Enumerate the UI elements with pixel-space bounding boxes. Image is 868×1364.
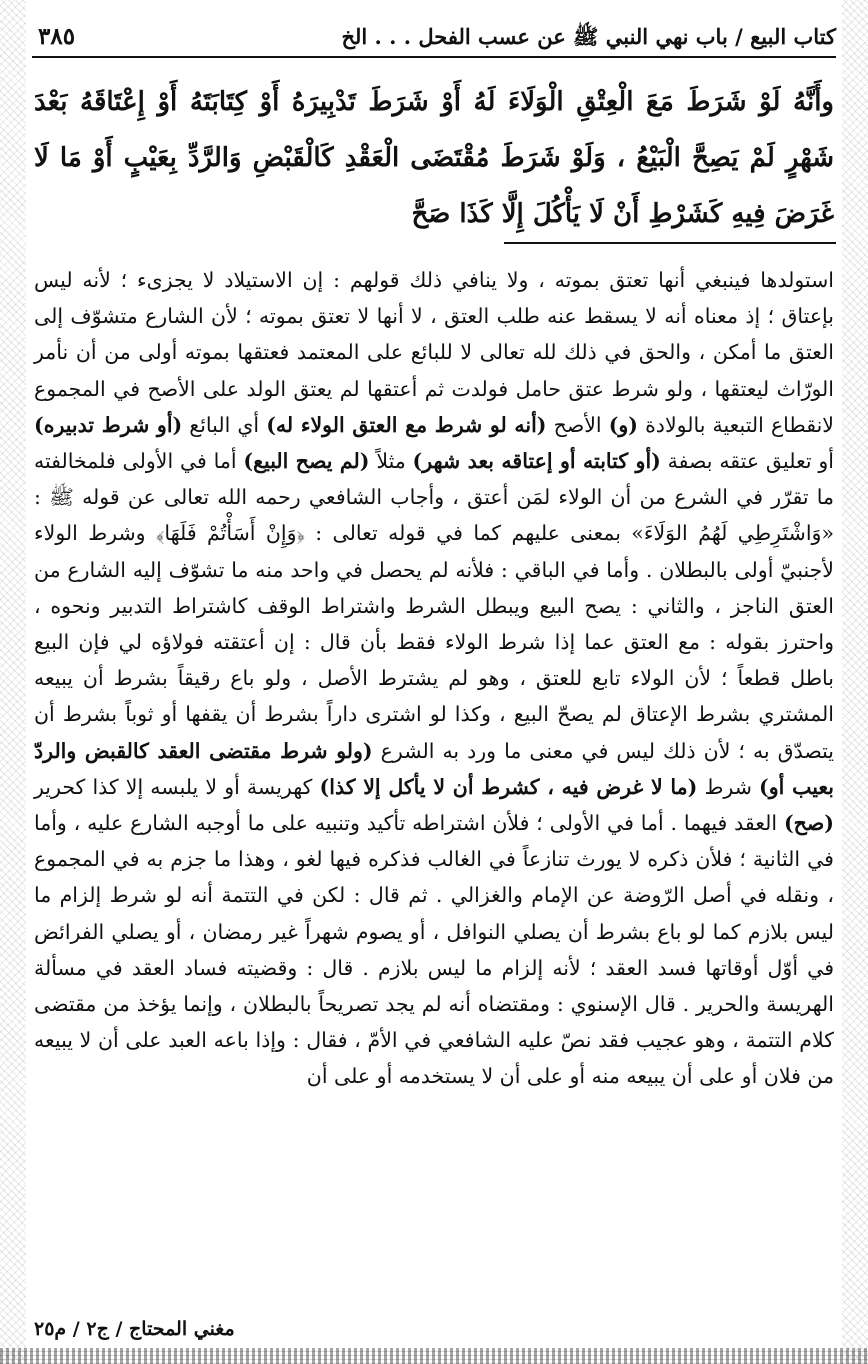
scan-edge-right [842,0,868,1364]
matn-quote: (صح) [783,811,834,836]
commentary-segment: الأصح [546,412,609,437]
matn-text: وأَنَّهُ لَوْ شَرَطَ مَعَ الْعِتْقِ الْوَلَاءَ لَهُ أَوْ شَرَطَ تَدْبِيرَهُ أَوْ كِتَابَتَهُ أَوْ إِعْتَاقَهُ بَعْدَ شَهْرٍ لَمْ يَصِحَّ الْبَيْعُ ، وَلَوْ شَرَطَ مُقْتَضَى الْعَقْدِ كَالْقَبْضِ وَالرَّدِّ بِعَيْبٍ أَوْ مَا لَا غَرَضَ فِيهِ كَشَرْطِ أَنْ لَا يَأْكُلَ إِلَّا كَذَا صَحَّ [34,87,834,229]
matn-quote: (ولو شرط مقتضى العقد كالقبض والردّ بعيب أو) [34,738,834,799]
commentary-segment: أي البائع [182,412,267,437]
commentary-segment: استولدها فينبغي أنها تعتق بموته ، ولا ينافي ذلك قولهم : إن الاستيلاد لا يجزىء ؛ لأنه ليس بإعتاق ؛ إذ معناه أنه لا يسقط عنه طلب العتق ، لا أنها لا تعتق بموته ؛ لأن الشارع متشوّف إلى العتق ما أمكن ، والحق في ذلك لله تعالى لا للبائع على المعتمد فعتقها بموته أولى من أن نأمر الورّاث ليعتقها ، ولو شرط عتق حامل فولدت ثم أعتقها لم يعتق الولد على الأصح في المجموع لانقطاع التبعية بالولادة [34,268,835,437]
matn-quote: (أو شرط تدبيره) [34,412,183,437]
scan-edge-left [0,0,26,1364]
commentary-segment: شرط [697,774,760,799]
commentary-segment: العقد فيهما . أما في الأولى ؛ فلأن اشتراطه تأكيد وتنبيه على ما أوجبه الشارع عليه ، وأما في الثانية ؛ فلأن ذكره لا يورث تنازعاً في الغالب فذكره فيها لغو ، وهذا ما جزم به في المجموع ، ونقله في أصل الرّوضة عن الإمام والغزالي . ثم قال : لكن في التتمة أنه لو شرط إلزام ما ليس بلازم كما لو باع بشرط أن يصلي النوافل ، أو يصوم شهراً غير رمضان ، أو يصلي الفرائض في أوّل أوقاتها فسد العقد ؛ لأنه إلزام ما ليس بلازم . قال : وقضيته فساد العقد في مسألة الهريسة والحرير . قال الإسنوي : ومقتضاه أنه لم يجد تصريحاً بالبطلان ، وإنما يؤخذ من مقتضى كلام التتمة ، وهو عجيب فقد نصّ عليه الشافعي في الأمّ ، فقال : وإذا باعه العبد على أن لا يبيعه من فلان أو على أن يبيعه منه أو على أن لا يستخدمه أو على أن [34,811,834,1089]
running-header [32,22,836,56]
commentary-segment: أو تعليق عتقه بصفة [660,449,834,474]
commentary-segment: مثلاً [369,449,413,474]
commentary-segment: كهريسة أو لا يلبسه إلا كذا كحرير [34,774,320,799]
scan-edge-bottom [0,1348,868,1364]
header-divider [32,56,836,58]
matn-quote: (أو كتابته أو إعتاقه بعد شهر) [412,449,661,474]
header-title: كتاب البيع / باب نهي النبي ﷺ عن عسب الفحل . . . الخ [341,24,836,49]
commentary-segment: أما في الأولى فلمخالفته ما تقرّر في الشرع من أن الولاء لمَن أعتق ، وأجاب الشافعي رحمه الله تعالى عن قوله ﷺ : «وَاشْتَرِطِي لَهُمُ الوَلَاءَ» بمعنى عليهم كما في قوله تعالى : ﴿وَإِنْ أَسَأْتُمْ فَلَهَا﴾ وشرط الولاء لأجنبيّ أولى بالبطلان . وأما في الباقي : فلأنه لم يحصل في واحد منه ما تشوّف إليه الشارع من العتق الناجز ، والثاني : يصح البيع ويبطل الشرط واشتراط الوقف كاشتراط التدبير ونحوه ، واحترز بقوله : مع العتق عما إذا شرط الولاء فقط بأن قال : إن أعتقته فولاؤه لي فإن البيع باطل قطعاً ؛ لأن الولاء تابع للعتق ، وهو لم يشترط الأصل ، ولو باع رقيقاً بشرط أن يبيعه المشتري بشرط الإعتاق لم يصحّ البيع ، وكذا لو اشترى داراً بشرط أن يقفها أو ثوباً بشرط أن يتصدّق به ؛ لأن ذلك ليس في معنى ما ورد به الشرع [34,449,834,763]
page-number: ٣٨٥ [38,23,76,50]
footer-signature: مغني المحتاج / ج٢ / م٢٥ [34,1318,235,1340]
matn-quote: (لم يصح البيع) [243,449,370,474]
matn-quote: (و) [608,412,638,437]
matn-quote: (ما لا غرض فيه ، كشرط أن لا يأكل إلا كذا) [319,774,698,799]
matn-quote: (أنه لو شرط مع العتق الولاء له) [266,412,547,437]
commentary-text [34,262,834,1095]
matn-divider [504,242,836,244]
commentary-paragraph [34,262,834,1095]
